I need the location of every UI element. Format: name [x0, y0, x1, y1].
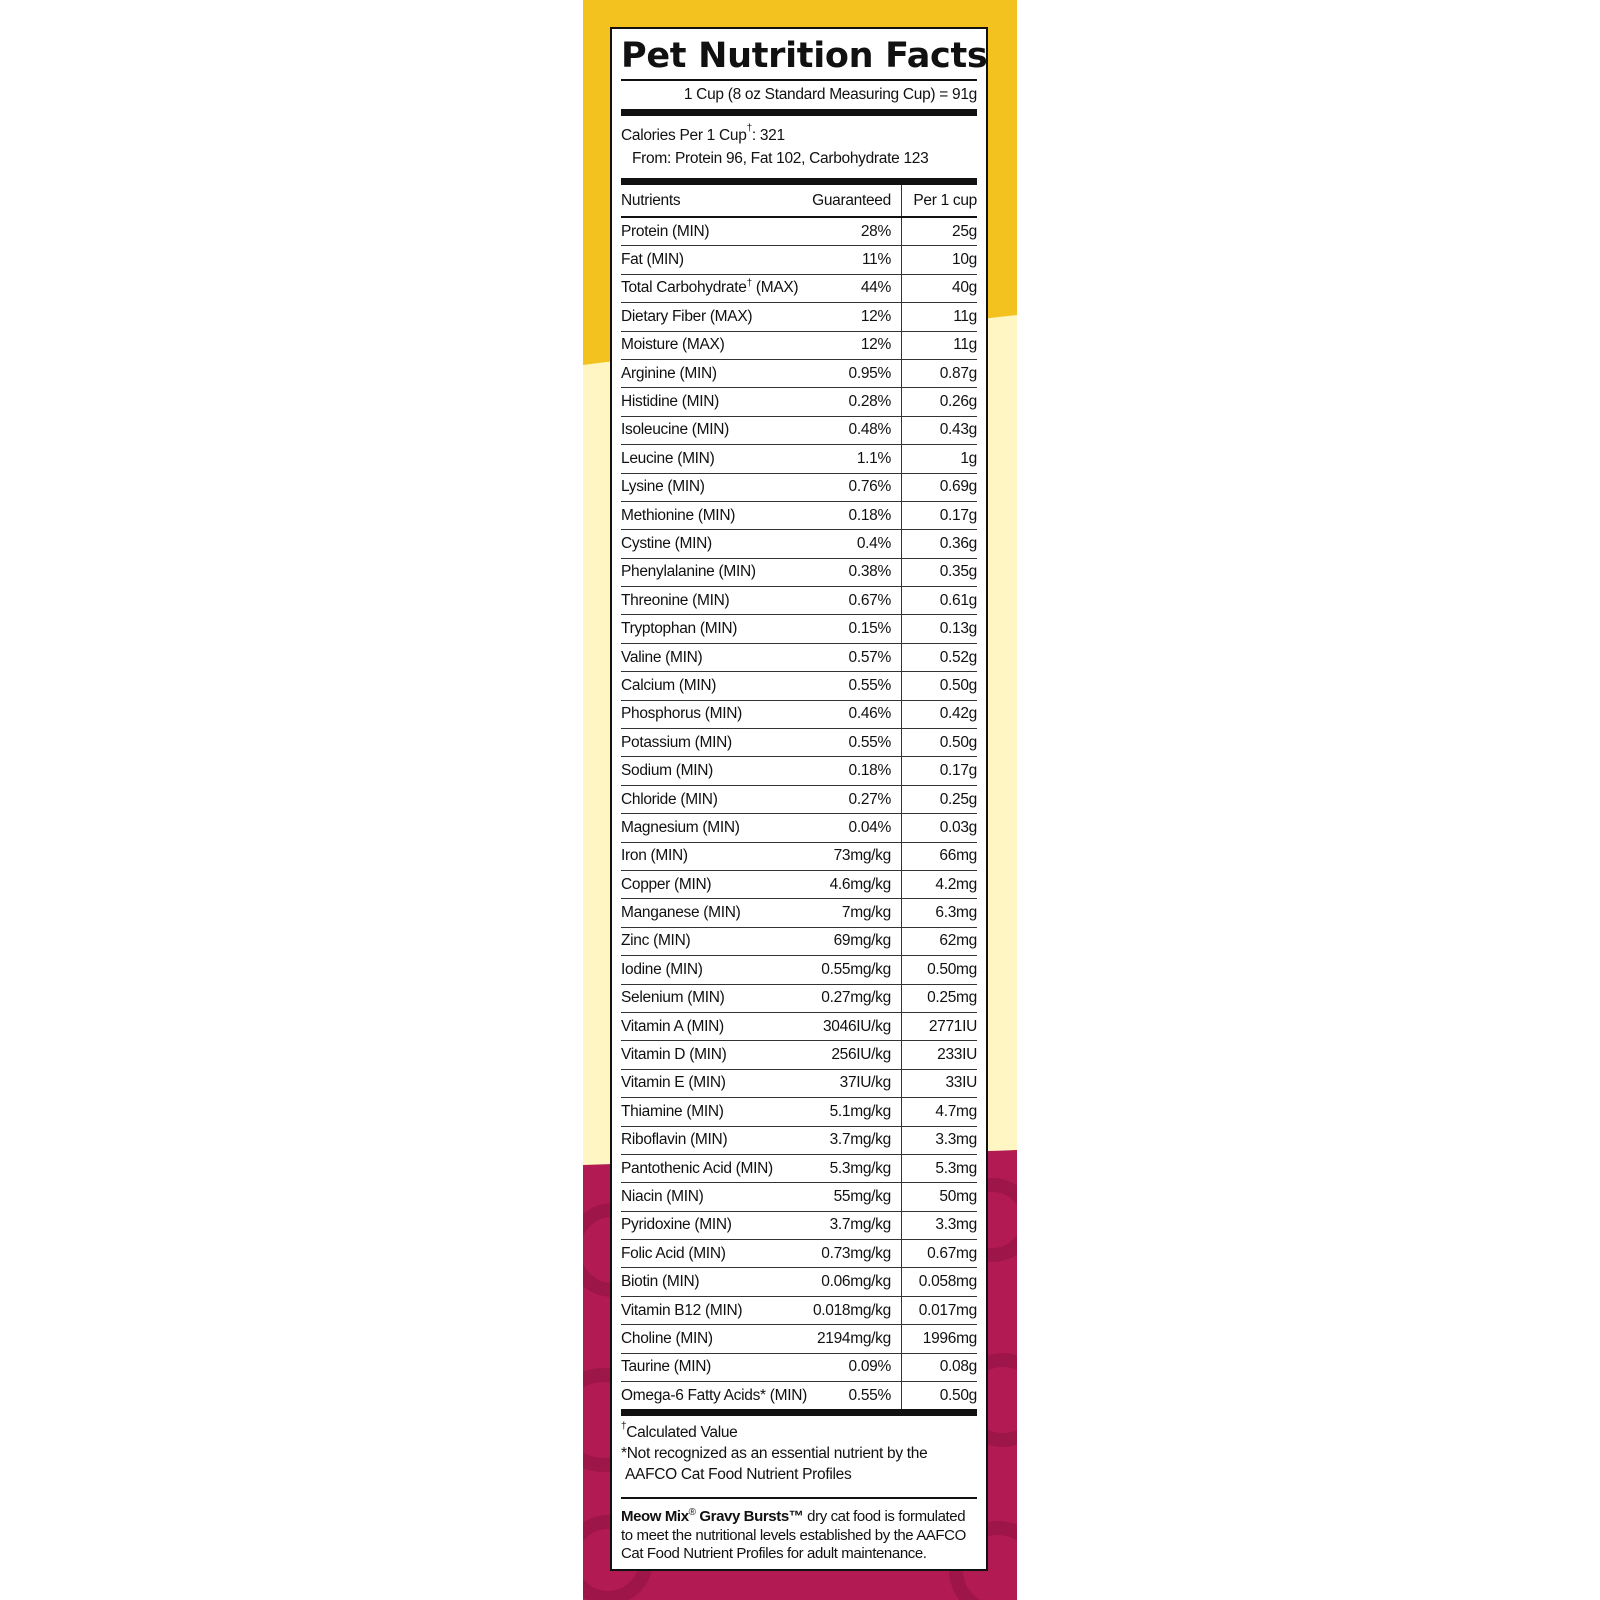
per-cup-value: 3.3mg: [901, 1126, 977, 1154]
per-cup-value: 0.52g: [901, 643, 977, 671]
guaranteed-value: 0.95%: [810, 359, 901, 387]
nutrient-name-text: Zinc (MIN): [621, 932, 691, 950]
per-cup-value: 66mg: [901, 842, 977, 870]
statement-text: dry cat food is formulated to meet the nutritional levels established by the AAFCO Cat Food Nutrient Profiles for adult maintenance.: [621, 1508, 966, 1563]
table-row: [621, 1211, 977, 1239]
nutrient-name-text: Biotin (MIN): [621, 1273, 700, 1291]
per-cup-value: 0.25mg: [901, 984, 977, 1012]
nutrient-name-text: Histidine (MIN): [621, 393, 719, 411]
guaranteed-value: 12%: [810, 303, 901, 331]
guaranteed-value: 0.28%: [810, 388, 901, 416]
nutrient-name: [621, 1098, 810, 1126]
nutrient-name-text: Methionine (MIN): [621, 506, 736, 524]
nutrient-name: [621, 984, 810, 1012]
per-cup-value: 10g: [901, 246, 977, 274]
nutrient-name-text: Copper (MIN): [621, 875, 712, 893]
guaranteed-value: 0.18%: [810, 757, 901, 785]
nutrient-name: [621, 587, 810, 615]
footnote-calculated-text: Calculated Value: [626, 1424, 738, 1442]
nutrient-name-text: Fat (MIN): [621, 251, 684, 269]
product-name: Gravy Bursts™: [695, 1508, 804, 1526]
per-cup-value: 0.25g: [901, 785, 977, 813]
table-row: [621, 1126, 977, 1154]
table-row: [621, 1382, 977, 1410]
table-row: [621, 473, 977, 501]
guaranteed-value: 0.15%: [810, 615, 901, 643]
table-row: [621, 587, 977, 615]
guaranteed-value: 55mg/kg: [810, 1183, 901, 1211]
per-cup-value: 0.36g: [901, 530, 977, 558]
per-cup-value: 4.2mg: [901, 870, 977, 898]
per-cup-value: 0.42g: [901, 700, 977, 728]
nutrient-name-text: Vitamin E (MIN): [621, 1074, 726, 1092]
nutrient-name-text: Pantothenic Acid (MIN): [621, 1159, 773, 1177]
guaranteed-value: 0.57%: [810, 643, 901, 671]
guaranteed-value: 5.1mg/kg: [810, 1098, 901, 1126]
nutrient-name: [621, 1126, 810, 1154]
table-row: [621, 1183, 977, 1211]
table-row: [621, 501, 977, 529]
per-cup-value: 40g: [901, 274, 977, 302]
serving-size: 1 Cup (8 oz Standard Measuring Cup) = 91g: [621, 81, 977, 116]
guaranteed-value: 0.46%: [810, 700, 901, 728]
nutrient-name-text: Protein (MIN): [621, 222, 710, 240]
guaranteed-value: 0.55%: [810, 1382, 901, 1410]
nutrient-name-text: Lysine (MIN): [621, 478, 705, 496]
nutrient-name-text: Vitamin D (MIN): [621, 1046, 727, 1064]
per-cup-value: 0.50g: [939, 1386, 977, 1404]
nutrient-name: [621, 842, 810, 870]
guaranteed-value: 0.4%: [810, 530, 901, 558]
per-cup-value: 0.50mg: [901, 956, 977, 984]
calories-breakdown: From: Protein 96, Fat 102, Carbohydrate 123: [632, 150, 929, 167]
table-row: [621, 1098, 977, 1126]
nutrient-name: [621, 331, 810, 359]
nutrient-name: [621, 700, 810, 728]
nutrient-name: [621, 501, 810, 529]
per-cup-value: 0.87g: [901, 359, 977, 387]
nutrient-name: [621, 1240, 810, 1268]
per-cup-value: 0.43g: [901, 416, 977, 444]
calories-section: [621, 116, 977, 185]
per-cup-value: 0.13g: [901, 615, 977, 643]
header-per-cup: Per 1 cup: [901, 185, 977, 217]
per-cup-value: 50mg: [901, 1183, 977, 1211]
table-row: [621, 842, 977, 870]
nutrient-name-text: Tryptophan (MIN): [621, 620, 738, 638]
table-row: [621, 1268, 977, 1296]
guaranteed-value: 73mg/kg: [810, 842, 901, 870]
nutrient-name-text: Dietary Fiber (MAX): [621, 307, 753, 325]
per-cup-value: 0.67mg: [901, 1240, 977, 1268]
nutrients-table: [621, 185, 977, 1409]
per-cup-value: 6.3mg: [901, 899, 977, 927]
nutrient-name: [621, 473, 810, 501]
table-row: [621, 757, 977, 785]
nutrient-name-text: Vitamin A (MIN): [621, 1017, 724, 1035]
table-row: [621, 814, 977, 842]
nutrient-name-text: Niacin (MIN): [621, 1187, 704, 1205]
table-row: [621, 359, 977, 387]
per-cup-value: 25g: [901, 217, 977, 246]
nutrient-name: [621, 1382, 810, 1410]
nutrient-name-text: Calcium (MIN): [621, 676, 717, 694]
per-cup-value: 0.08g: [901, 1353, 977, 1381]
table-row: [621, 331, 977, 359]
table-row: [621, 1041, 977, 1069]
nutrient-name-text: Moisture (MAX): [621, 336, 725, 354]
nutrient-name: [621, 1325, 810, 1353]
nutrient-name-text: Iodine (MIN): [621, 960, 703, 978]
table-header-row: [621, 185, 977, 217]
header-guaranteed: Guaranteed: [810, 185, 901, 217]
per-cup-value: 0.35g: [901, 558, 977, 586]
nutrient-name: [621, 530, 810, 558]
guaranteed-value: 0.73mg/kg: [810, 1240, 901, 1268]
guaranteed-value: 0.55mg/kg: [810, 956, 901, 984]
nutrient-name-text: Leucine (MIN): [621, 449, 715, 467]
guaranteed-value: 0.55%: [810, 729, 901, 757]
nutrient-name: [621, 729, 810, 757]
nutrient-name: [621, 1041, 810, 1069]
guaranteed-value: 0.06mg/kg: [810, 1268, 901, 1296]
nutrient-name: [621, 757, 810, 785]
guaranteed-value: 37IU/kg: [810, 1069, 901, 1097]
nutrient-name: [621, 1012, 810, 1040]
nutrient-name: [621, 1353, 810, 1381]
guaranteed-value: 11%: [810, 246, 901, 274]
nutrient-name-text: Magnesium (MIN): [621, 818, 740, 836]
nutrient-name-text: Selenium (MIN): [621, 989, 725, 1007]
nutrient-name-text: Valine (MIN): [621, 648, 703, 666]
per-cup-value: 5.3mg: [901, 1154, 977, 1182]
per-cup-value: 233IU: [901, 1041, 977, 1069]
table-row: [621, 785, 977, 813]
nutrient-name: [621, 1183, 810, 1211]
guaranteed-value: 12%: [810, 331, 901, 359]
per-cup-value: 0.26g: [901, 388, 977, 416]
nutrient-name: [621, 1069, 810, 1097]
guaranteed-value: 3046IU/kg: [810, 1012, 901, 1040]
per-cup-value: 4.7mg: [901, 1098, 977, 1126]
footnote-not-essential-cont: AAFCO Cat Food Nutrient Profiles: [625, 1466, 852, 1484]
guaranteed-value: 0.76%: [810, 473, 901, 501]
nutrient-name: [621, 870, 810, 898]
guaranteed-value: 5.3mg/kg: [810, 1154, 901, 1182]
table-row: [621, 217, 977, 246]
table-row: [621, 1325, 977, 1353]
nutrient-name: [621, 388, 810, 416]
guaranteed-value: 2194mg/kg: [810, 1325, 901, 1353]
nutrient-name: [621, 1154, 810, 1182]
per-cup-value: 33IU: [901, 1069, 977, 1097]
table-row: [621, 1240, 977, 1268]
table-row: [621, 1296, 977, 1324]
per-cup-value: 0.50g: [901, 672, 977, 700]
footnote-not-essential: *Not recognized as an essential nutrient by the: [621, 1445, 928, 1463]
nutrient-name: [621, 217, 810, 246]
guaranteed-value: 0.018mg/kg: [810, 1296, 901, 1324]
table-row: [621, 899, 977, 927]
nutrient-name-text: Chloride (MIN): [621, 790, 718, 808]
nutrition-facts-panel: [610, 27, 988, 1571]
guaranteed-value: 0.38%: [810, 558, 901, 586]
guaranteed-value: 3.7mg/kg: [810, 1126, 901, 1154]
nutrient-name-suffix: (MAX): [751, 279, 799, 297]
dagger-mark: †: [746, 278, 752, 290]
label-title: Pet Nutrition Facts: [621, 35, 977, 81]
nutrient-name-text: Pyridoxine (MIN): [621, 1216, 732, 1234]
guaranteed-value: 3.7mg/kg: [810, 1211, 901, 1239]
nutrient-name: [621, 956, 810, 984]
per-cup-value: 2771IU: [901, 1012, 977, 1040]
guaranteed-value: 256IU/kg: [810, 1041, 901, 1069]
per-cup-value: 1996mg: [901, 1325, 977, 1353]
nutrient-name: [621, 643, 810, 671]
aafco-statement: [621, 1499, 977, 1564]
table-row: [621, 558, 977, 586]
table-row: [621, 303, 977, 331]
nutrient-name-text: Sodium (MIN): [621, 762, 713, 780]
nutrient-name-text: Arginine (MIN): [621, 364, 717, 382]
nutrient-name-text: Cystine (MIN): [621, 534, 712, 552]
per-cup-value: 3.3mg: [901, 1211, 977, 1239]
per-cup-value: 0.017mg: [901, 1296, 977, 1324]
table-row: [621, 729, 977, 757]
nutrient-name: [621, 814, 810, 842]
dagger-mark: †: [746, 123, 752, 134]
table-row: [621, 416, 977, 444]
calories-value: : 321: [751, 127, 785, 144]
nutrient-name: [621, 303, 810, 331]
per-cup-value: 62mg: [901, 927, 977, 955]
nutrient-name-text: Threonine (MIN): [621, 591, 730, 609]
nutrient-name: [621, 615, 810, 643]
per-cup-value: 0.50g: [901, 729, 977, 757]
per-cup-value: 0.17g: [901, 757, 977, 785]
table-row: [621, 445, 977, 473]
nutrient-name: [621, 899, 810, 927]
nutrient-name-text: Manganese (MIN): [621, 904, 741, 922]
per-cup-value: 11g: [901, 331, 977, 359]
table-row: [621, 274, 977, 302]
per-cup-value: 0.61g: [901, 587, 977, 615]
dagger-mark: †: [621, 1421, 627, 1433]
nutrient-name-text: Folic Acid (MIN): [621, 1244, 726, 1262]
nutrient-name: [621, 558, 810, 586]
nutrient-name-text: Choline (MIN): [621, 1329, 713, 1347]
footnotes: [621, 1409, 977, 1499]
guaranteed-value: 28%: [810, 217, 901, 246]
nutrient-name-text: Riboflavin (MIN): [621, 1131, 728, 1149]
nutrient-name-text: Vitamin B12 (MIN): [621, 1301, 743, 1319]
registered-mark: ®: [688, 1507, 696, 1519]
nutrient-name: [621, 1296, 810, 1324]
guaranteed-value: 0.27mg/kg: [810, 984, 901, 1012]
table-row: [621, 388, 977, 416]
table-row: [621, 956, 977, 984]
nutrient-name-text: Iron (MIN): [621, 847, 688, 865]
calories-line: [621, 124, 977, 147]
table-row: [621, 984, 977, 1012]
nutrient-name: [621, 785, 810, 813]
nutrient-name: [621, 672, 810, 700]
table-row: [621, 615, 977, 643]
table-row: [621, 672, 977, 700]
nutrient-name: [621, 416, 810, 444]
table-row: [621, 700, 977, 728]
nutrient-name: [621, 445, 810, 473]
table-row: [621, 1353, 977, 1381]
header-nutrients: Nutrients: [621, 185, 810, 217]
nutrient-name-text: Omega-6 Fatty Acids* (MIN): [621, 1386, 807, 1404]
guaranteed-value: 0.55%: [810, 672, 901, 700]
per-cup-value: 0.69g: [901, 473, 977, 501]
per-cup-value: 0.17g: [901, 501, 977, 529]
per-cup-value: 11g: [901, 303, 977, 331]
per-cup-value: 1g: [901, 445, 977, 473]
nutrient-name-text: Isoleucine (MIN): [621, 421, 730, 439]
guaranteed-value: 0.18%: [810, 501, 901, 529]
nutrient-name: [621, 274, 810, 302]
table-row: [621, 1069, 977, 1097]
table-row: [621, 870, 977, 898]
guaranteed-value: 0.09%: [810, 1353, 901, 1381]
guaranteed-value: 0.04%: [810, 814, 901, 842]
brand-name: Meow Mix: [621, 1508, 689, 1526]
guaranteed-value: 44%: [810, 274, 901, 302]
nutrient-name: [621, 359, 810, 387]
nutrient-name-text: Phenylalanine (MIN): [621, 563, 756, 581]
nutrient-name: [621, 927, 810, 955]
per-cup-value: 0.03g: [901, 814, 977, 842]
nutrient-name: [621, 1211, 810, 1239]
nutrient-name-text: Thiamine (MIN): [621, 1102, 724, 1120]
footnote-calculated: [621, 1422, 977, 1443]
guaranteed-value: 69mg/kg: [810, 927, 901, 955]
nutrient-name: [621, 246, 810, 274]
table-row: [621, 927, 977, 955]
nutrient-name-text: Total Carbohydrate: [621, 279, 747, 297]
table-row: [621, 1154, 977, 1182]
guaranteed-value: 4.6mg/kg: [810, 870, 901, 898]
calories-label: Calories Per 1 Cup: [621, 127, 747, 144]
guaranteed-value: 0.48%: [810, 416, 901, 444]
guaranteed-value: 7mg/kg: [810, 899, 901, 927]
nutrient-name-text: Potassium (MIN): [621, 733, 732, 751]
nutrient-name-text: Phosphorus (MIN): [621, 705, 742, 723]
table-row: [621, 246, 977, 274]
guaranteed-value: 1.1%: [810, 445, 901, 473]
table-row: [621, 530, 977, 558]
table-row: [621, 1012, 977, 1040]
per-cup-value: 0.058mg: [901, 1268, 977, 1296]
nutrient-name-text: Taurine (MIN): [621, 1358, 711, 1376]
guaranteed-value: 0.67%: [810, 587, 901, 615]
nutrient-name: [621, 1268, 810, 1296]
table-row: [621, 643, 977, 671]
guaranteed-value: 0.27%: [810, 785, 901, 813]
